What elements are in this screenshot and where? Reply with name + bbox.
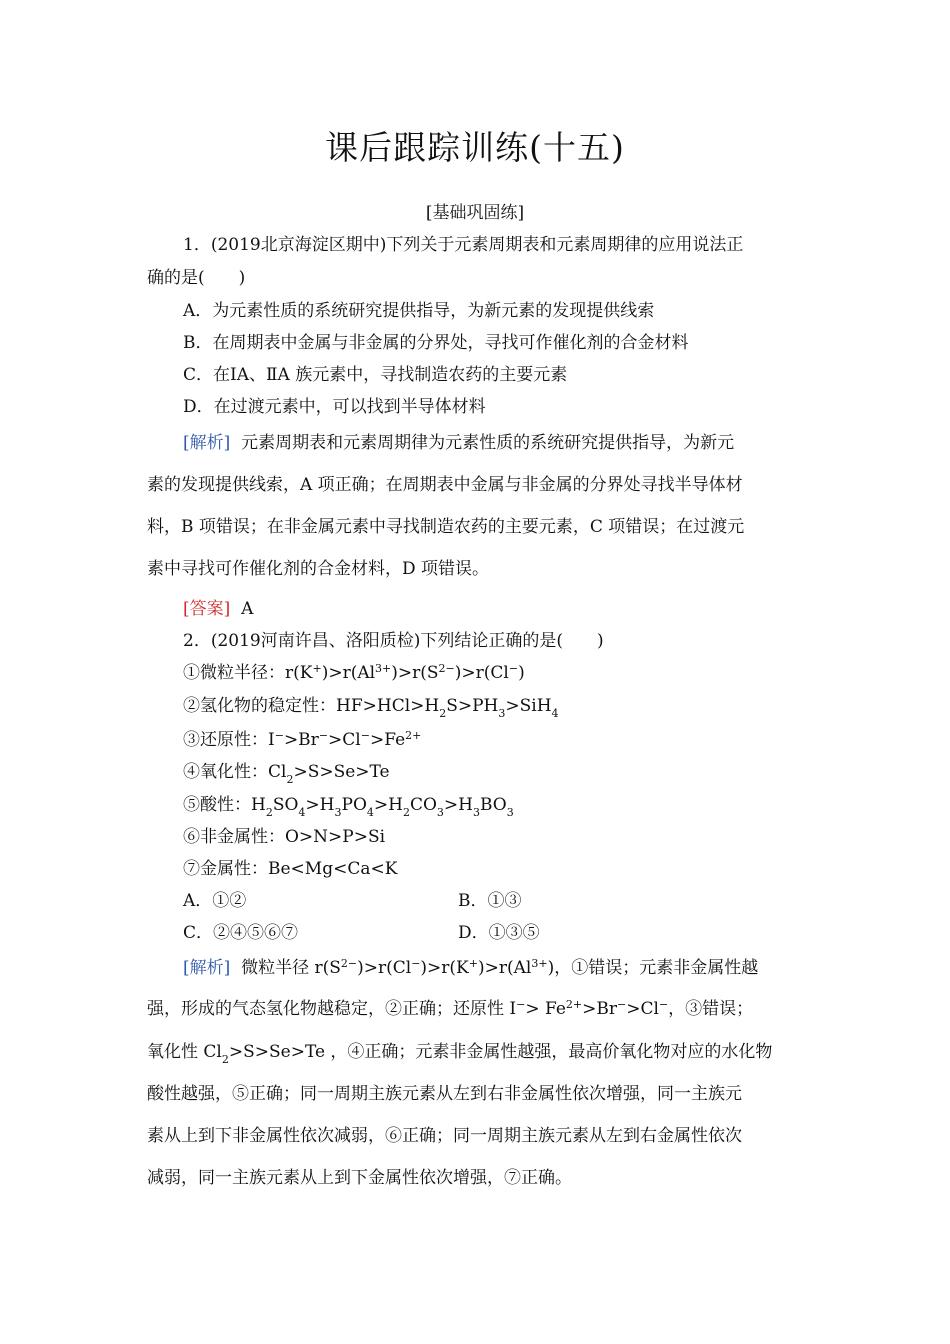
q2-analysis-line1: [解析] 微粒半径 $r(S^{2-})>r(Cl^-)>r(K^+)>r(Al^{3+})$，①错误；元素非金属性越 bbox=[183, 957, 759, 978]
q2-option-d: D．①③⑤ bbox=[458, 923, 540, 943]
q1-analysis-line2: 素的发现提供线索，A 项正确；在周期表中金属与非金属的分界处寻找半导体材 bbox=[147, 475, 743, 495]
q2-analysis-tag: [解析] bbox=[183, 958, 231, 978]
q2-analysis-line4: 酸性越强，⑤正确；同一周期主族元素从左到右非金属性依次增强，同一主族元 bbox=[147, 1084, 742, 1104]
q2-analysis-line5: 素从上到下非金属性依次减弱，⑥正确；同一周期主族元素从左到右金属性依次 bbox=[147, 1126, 742, 1146]
q1-option-d: D．在过渡元素中，可以找到半导体材料 bbox=[183, 397, 486, 417]
section-heading: [基础巩固练] bbox=[425, 203, 525, 223]
q1-stem-line2: 确的是( ) bbox=[147, 268, 246, 288]
q2-statement-7: ⑦金属性：Be<Mg<Ca<K bbox=[183, 859, 398, 879]
q2-statement-2: ②氢化物的稳定性：$HF>HCl>H_2S>PH_3>SiH_4$ bbox=[183, 696, 559, 720]
q1-option-c: C．在ⅠA、ⅡA 族元素中，寻找制造农药的主要元素 bbox=[183, 365, 568, 385]
q2-statement-1: ①微粒半径：$r(K^+)>r(Al^{3+})>r(S^{2-})>r(Cl^-)$ bbox=[183, 662, 525, 683]
q2-stem: 2．(2019河南许昌、洛阳质检)下列结论正确的是( ) bbox=[183, 631, 604, 651]
q2-statement-3: ③还原性：$I^->Br^->Cl^->Fe^{2+}$ bbox=[183, 729, 422, 750]
q1-option-b: B．在周期表中金属与非金属的分界处，寻找可作催化剂的合金材料 bbox=[183, 333, 689, 353]
q2-option-b: B．①③ bbox=[458, 891, 522, 911]
q1-answer-value: A bbox=[241, 599, 254, 619]
q2-option-a: A．①② bbox=[183, 891, 247, 911]
q2-analysis-line2: 强，形成的气态氢化物越稳定，②正确；还原性 $I^-> Fe^{2+}>Br^->Cl^-$，③错误； bbox=[147, 998, 754, 1019]
q1-option-a: A．为元素性质的系统研究提供指导，为新元素的发现提供线索 bbox=[183, 301, 655, 321]
q1-answer bbox=[183, 598, 253, 620]
q2-analysis-line3: 氧化性 $Cl_2>S>Se>Te$ ，④正确；元素非金属性越强，最高价氧化物对应的水化物 bbox=[147, 1042, 773, 1066]
q1-analysis-line3: 料，B 项错误；在非金属元素中寻找制造农药的主要元素，C 项错误；在过渡元 bbox=[147, 517, 745, 537]
q1-analysis-tag: [解析] bbox=[183, 433, 231, 453]
q2-option-c: C．②④⑤⑥⑦ bbox=[183, 923, 299, 943]
q2-statement-6: ⑥非金属性：O>N>P>Si bbox=[183, 827, 386, 847]
q2-statement-5: ⑤酸性：$H_2SO_4>H_3PO_4>H_2CO_3>H_3BO_3$ bbox=[183, 795, 514, 819]
q2-statement-4: ④氧化性：$Cl_2>S>Se>Te$ bbox=[183, 762, 390, 786]
q1-answer-tag: [答案] bbox=[183, 599, 231, 619]
q1-analysis-line1: [解析] 元素周期表和元素周期律为元素性质的系统研究提供指导，为新元 bbox=[183, 433, 735, 453]
q1-analysis-line4: 素中寻找可作催化剂的合金材料，D 项错误。 bbox=[147, 559, 490, 579]
q2-analysis-line6: 减弱，同一主族元素从上到下金属性依次增强，⑦正确。 bbox=[147, 1168, 572, 1188]
q1-stem-line1: 1．(2019北京海淀区期中)下列关于元素周期表和元素周期律的应用说法正 bbox=[183, 235, 744, 255]
page-title: 课后跟踪训练(十五) bbox=[325, 128, 625, 167]
